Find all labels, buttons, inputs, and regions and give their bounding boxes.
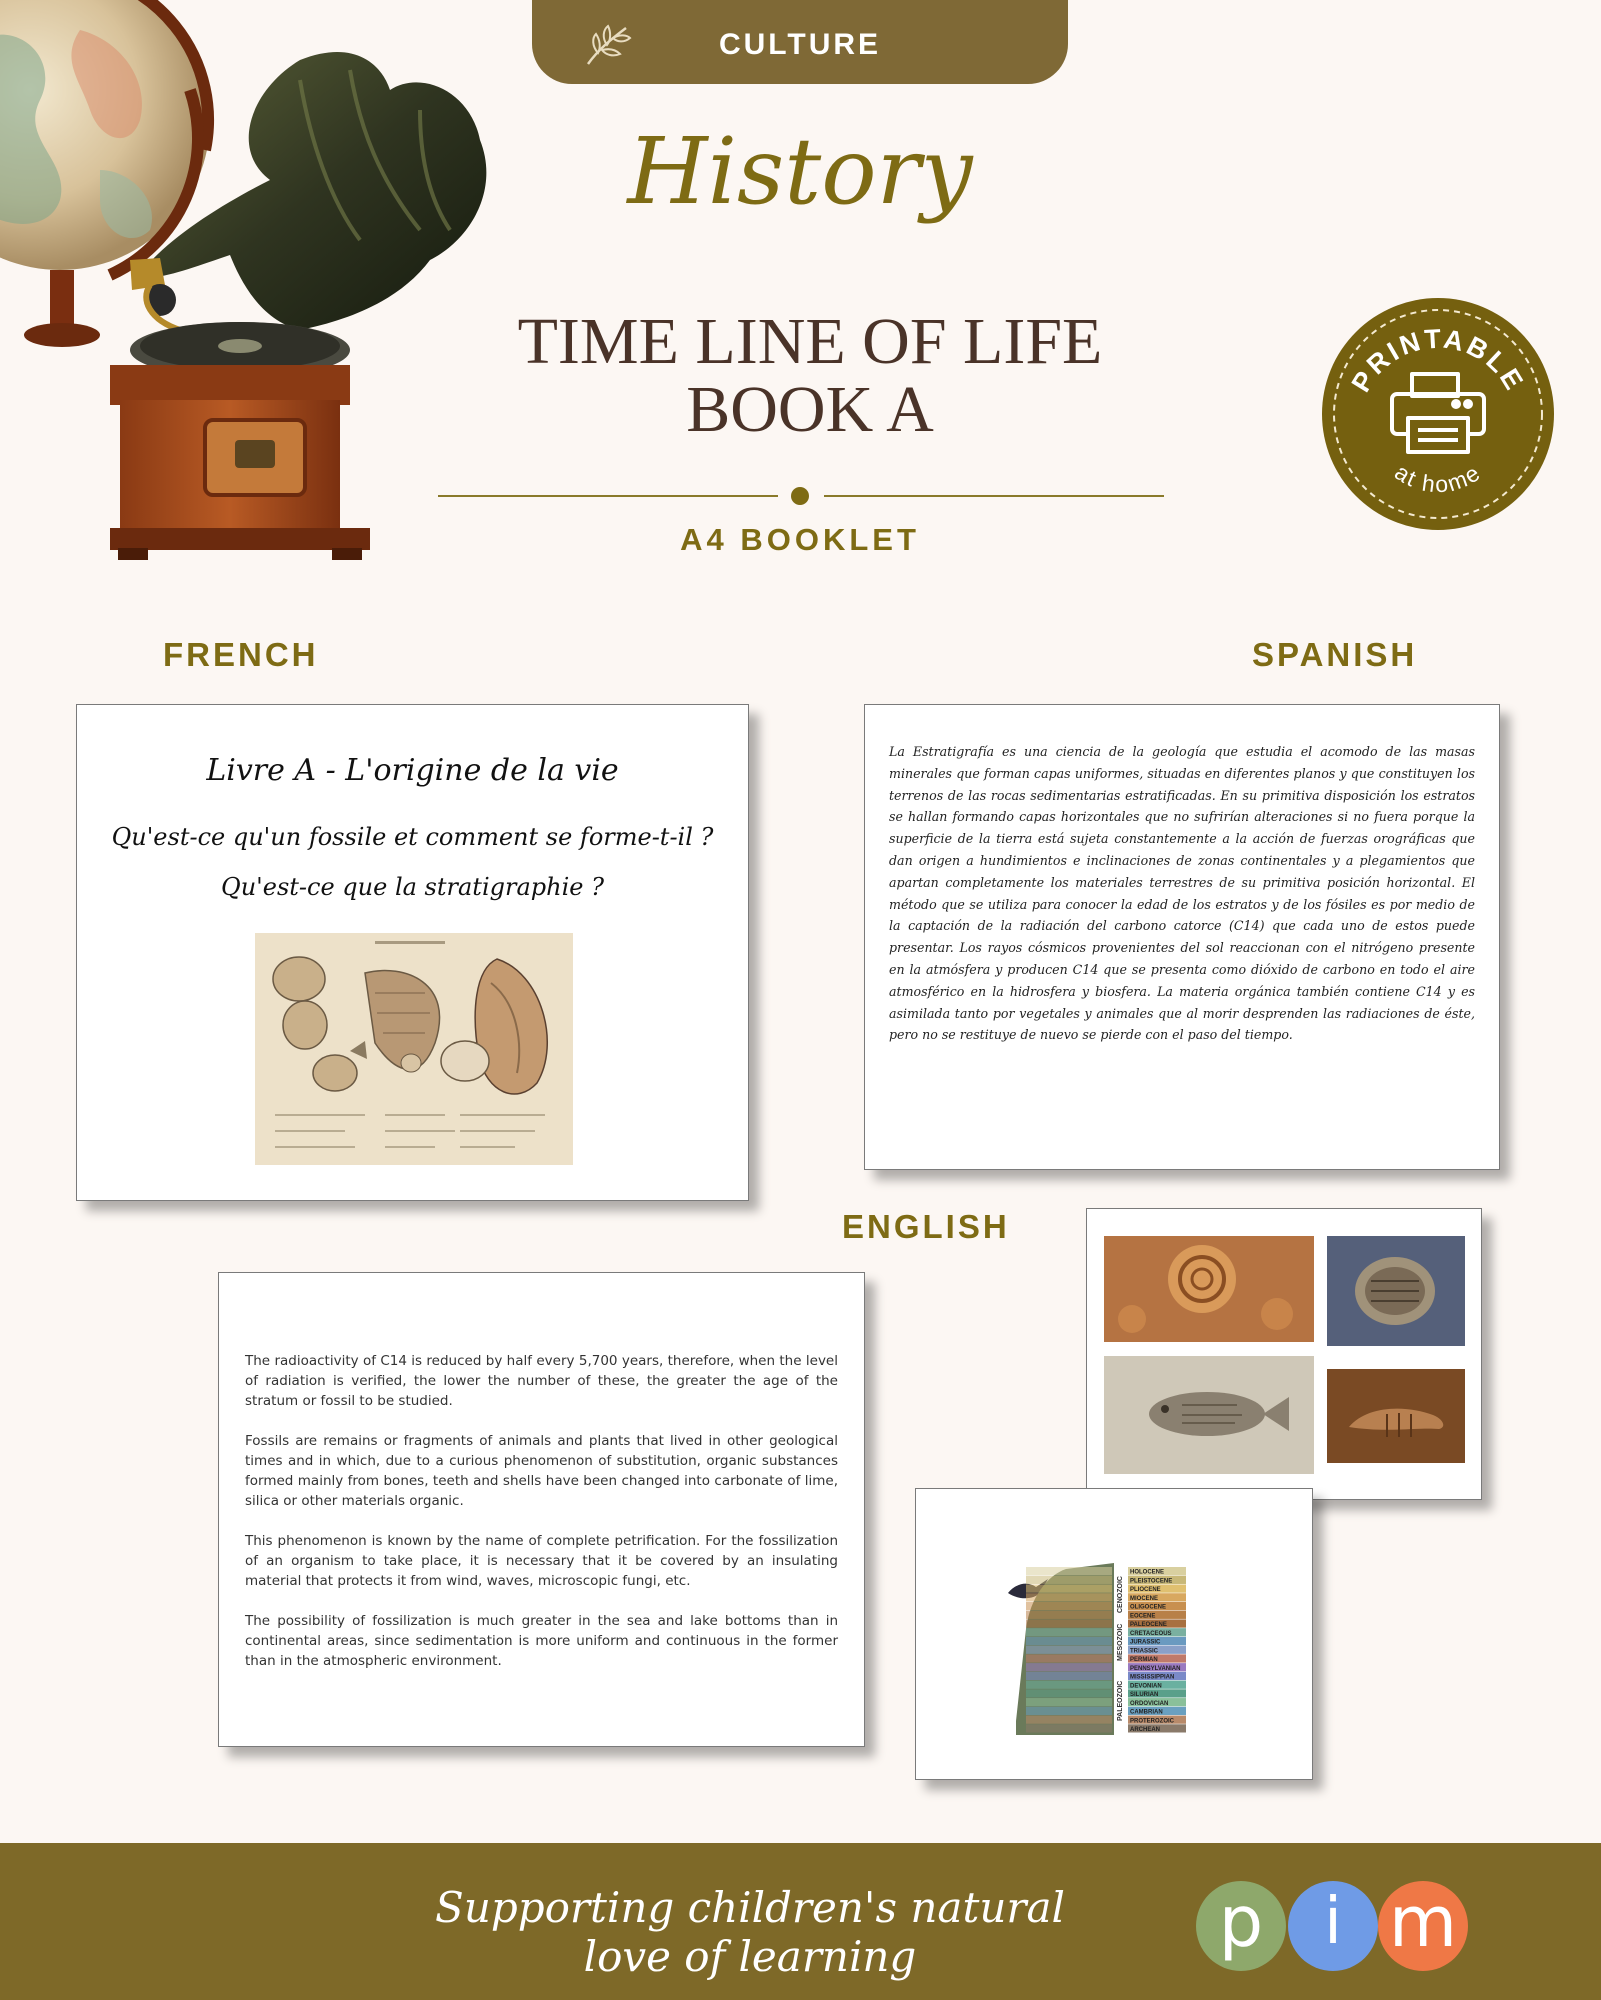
strata-column-band — [1026, 1654, 1112, 1662]
footer-bar — [0, 1843, 1601, 2000]
strata-period-label: PLIOCENE — [1130, 1587, 1161, 1594]
english-paragraph-4: The possibility of fossilization is much greater in the sea and lake bottoms than in continental areas, since sedimentation is more uniform and continuous in the former than in the atmospheric environment. — [245, 1613, 838, 1669]
strata-period-label: CRETACEOUS — [1130, 1630, 1172, 1637]
strata-column-band — [1026, 1637, 1112, 1645]
french-card — [76, 704, 749, 1201]
strata-period-label: EOCENE — [1130, 1613, 1156, 1620]
strata-period-label: SILURIAN — [1130, 1692, 1159, 1699]
strata-column-band — [1026, 1707, 1112, 1715]
strata-period-label: PALEOCENE — [1130, 1622, 1167, 1629]
english-paragraph-2: Fossils are remains or fragments of animals and plants that lived in other geological times and in which, due to a curious phenomenon of substitution, organic substances formed mainly from bones, teeth and shells have been changed into carbonate of lime, silica or other materials organic. — [245, 1433, 838, 1509]
era-mesozoic: MESOZOIC — [1117, 1623, 1124, 1661]
strata-column-band — [1026, 1602, 1112, 1610]
shell-fossils-plate — [255, 933, 573, 1165]
strata-column-band — [1026, 1663, 1112, 1671]
strata-period-label: PLEISTOCENE — [1130, 1578, 1173, 1585]
strata-bands — [1026, 1567, 1186, 1733]
printer-icon — [1392, 374, 1484, 452]
strata-period-label: MISSISSIPPIAN — [1130, 1674, 1175, 1681]
logo-circle-p: p — [1196, 1881, 1286, 1971]
logo-circle-i: i — [1288, 1881, 1378, 1971]
strata-column-band — [1026, 1576, 1112, 1584]
category-tab — [532, 0, 1068, 84]
strata-period-label: OLIGOCENE — [1130, 1604, 1167, 1611]
badge-bottom-text: at home — [1390, 458, 1486, 498]
label-french: FRENCH — [163, 636, 319, 673]
strata-column-band — [1026, 1672, 1112, 1680]
strata-column-band — [1026, 1611, 1112, 1619]
french-card-title: Livre A - L'origine de la vie — [206, 753, 619, 788]
strata-period-label: CAMBRIAN — [1130, 1709, 1163, 1716]
french-card-question-2: Qu'est-ce que la stratigraphie ? — [221, 873, 604, 901]
footer-tagline: Supporting children's natural love of learning — [435, 1883, 1065, 1981]
printable-badge — [1322, 298, 1554, 530]
french-card-question-1: Qu'est-ce qu'un fossile et comment se forme-t-il ? — [111, 823, 714, 851]
strata-column-band — [1026, 1619, 1112, 1627]
spanish-card-text: La Estratigrafía es una ciencia de la geología que estudia el acomodo de las masas minerales que forman capas uniformes, situadas en diferentes planos y que constituyen los terrenos de las rocas sedimentarias estratificadas. En su primitiva disposición los estratos se hallan formando capas horizontales que no sufrirían alteraciones si no fuera porque la superficie de la tierra está sujeta constantemente a la acción de fuerzas orográficas que dan origen a hundimientos e inclinaciones de zonas continentales y a plegamientos que apartan completamente los materiales terrestres de su primitiva posición horizontal. El método que se utiliza para conocer la edad de los estratos y de los fósiles es por medio de la captación de la radiación del carbono catorce (C14) que cada uno de estos puede presentar. Los rayos cósmicos provenientes del sol reaccionan con el nitrógeno presente en la atmósfera y producen C14 que se presenta como dióxido de carbono en todo el aire atmosférico en la hidrosfera y biosfera. La materia orgánica también contiene C14 y es asimilada tanto por vegetales y animales que al morir desprenden las radiaciones de éste, pero no se restituye de nuevo se pierde con el paso del tiempo. — [889, 744, 1475, 1043]
era-cenozoic: CENOZOIC — [1117, 1576, 1124, 1613]
english-paragraph-1: The radioactivity of C14 is reduced by half every 5,700 years, therefore, when the level of radiation is verified, the lower the number of these, the greater the age of the stratum or fossil to be studied. — [245, 1353, 838, 1409]
strata-period-label: HOLOCENE — [1130, 1569, 1165, 1576]
trilobite-photo — [1327, 1236, 1465, 1346]
divider-dot — [791, 487, 809, 505]
reptile-fossil-photo — [1327, 1369, 1465, 1463]
strata-period-label: ARCHEAN — [1130, 1727, 1160, 1733]
era-paleozoic: PALEOZOIC — [1117, 1680, 1124, 1721]
fish-fossil-photo — [1104, 1356, 1314, 1474]
strata-period-label: MIOCENE — [1130, 1595, 1159, 1602]
strata-column-band — [1026, 1724, 1112, 1732]
label-english: ENGLISH — [842, 1208, 1010, 1245]
strata-period-label: JURASSIC — [1130, 1639, 1161, 1646]
strata-period-label: DEVONIAN — [1130, 1683, 1162, 1690]
ammonite-photo — [1104, 1236, 1314, 1342]
divider-right — [824, 495, 1164, 497]
english-paragraph-3: This phenomenon is known by the name of complete petrification. For the fossilization of an organism to take place, it is necessary that it be covered by an insulating material that protects it from wind, waves, microscopic fungi, etc. — [245, 1533, 838, 1589]
strata-column-band — [1026, 1716, 1112, 1724]
strata-column-band — [1026, 1698, 1112, 1706]
strata-column-band — [1026, 1584, 1112, 1592]
title-line-1: TIME LINE OF LIFE — [517, 305, 1103, 378]
globe-gramophone-illustration — [0, 0, 520, 570]
title-line-2: BOOK A — [686, 373, 934, 446]
english-text-card — [218, 1272, 865, 1747]
strata-column-band — [1026, 1681, 1112, 1689]
label-spanish: SPANISH — [1252, 636, 1418, 673]
strata-column-band — [1026, 1593, 1112, 1601]
subtitle: A4 BOOKLET — [680, 522, 920, 557]
spanish-card — [864, 704, 1500, 1170]
strata-column-band — [1026, 1567, 1112, 1575]
strata-column-band — [1026, 1628, 1112, 1636]
strata-column-band — [1026, 1646, 1112, 1654]
english-card-text — [245, 1351, 838, 1691]
badge-top-text: PRINTABLE — [1345, 323, 1531, 398]
page-title — [440, 305, 1180, 446]
strata-chart-card — [915, 1488, 1313, 1780]
category-label: CULTURE — [718, 28, 882, 61]
fossil-photos-card — [1086, 1208, 1482, 1500]
strata-period-label: PENNSYLVANIAN — [1130, 1665, 1181, 1672]
strata-period-label: TRIASSIC — [1130, 1648, 1159, 1655]
strata-period-label: ORDOVICIAN — [1130, 1700, 1169, 1707]
divider-left — [438, 495, 778, 497]
logo-circle-m: m — [1378, 1881, 1468, 1971]
strata-period-label: PROTEROZOIC — [1130, 1718, 1175, 1725]
strata-column-band — [1026, 1689, 1112, 1697]
strata-period-label: PERMIAN — [1130, 1657, 1158, 1664]
script-title: History — [627, 118, 973, 225]
